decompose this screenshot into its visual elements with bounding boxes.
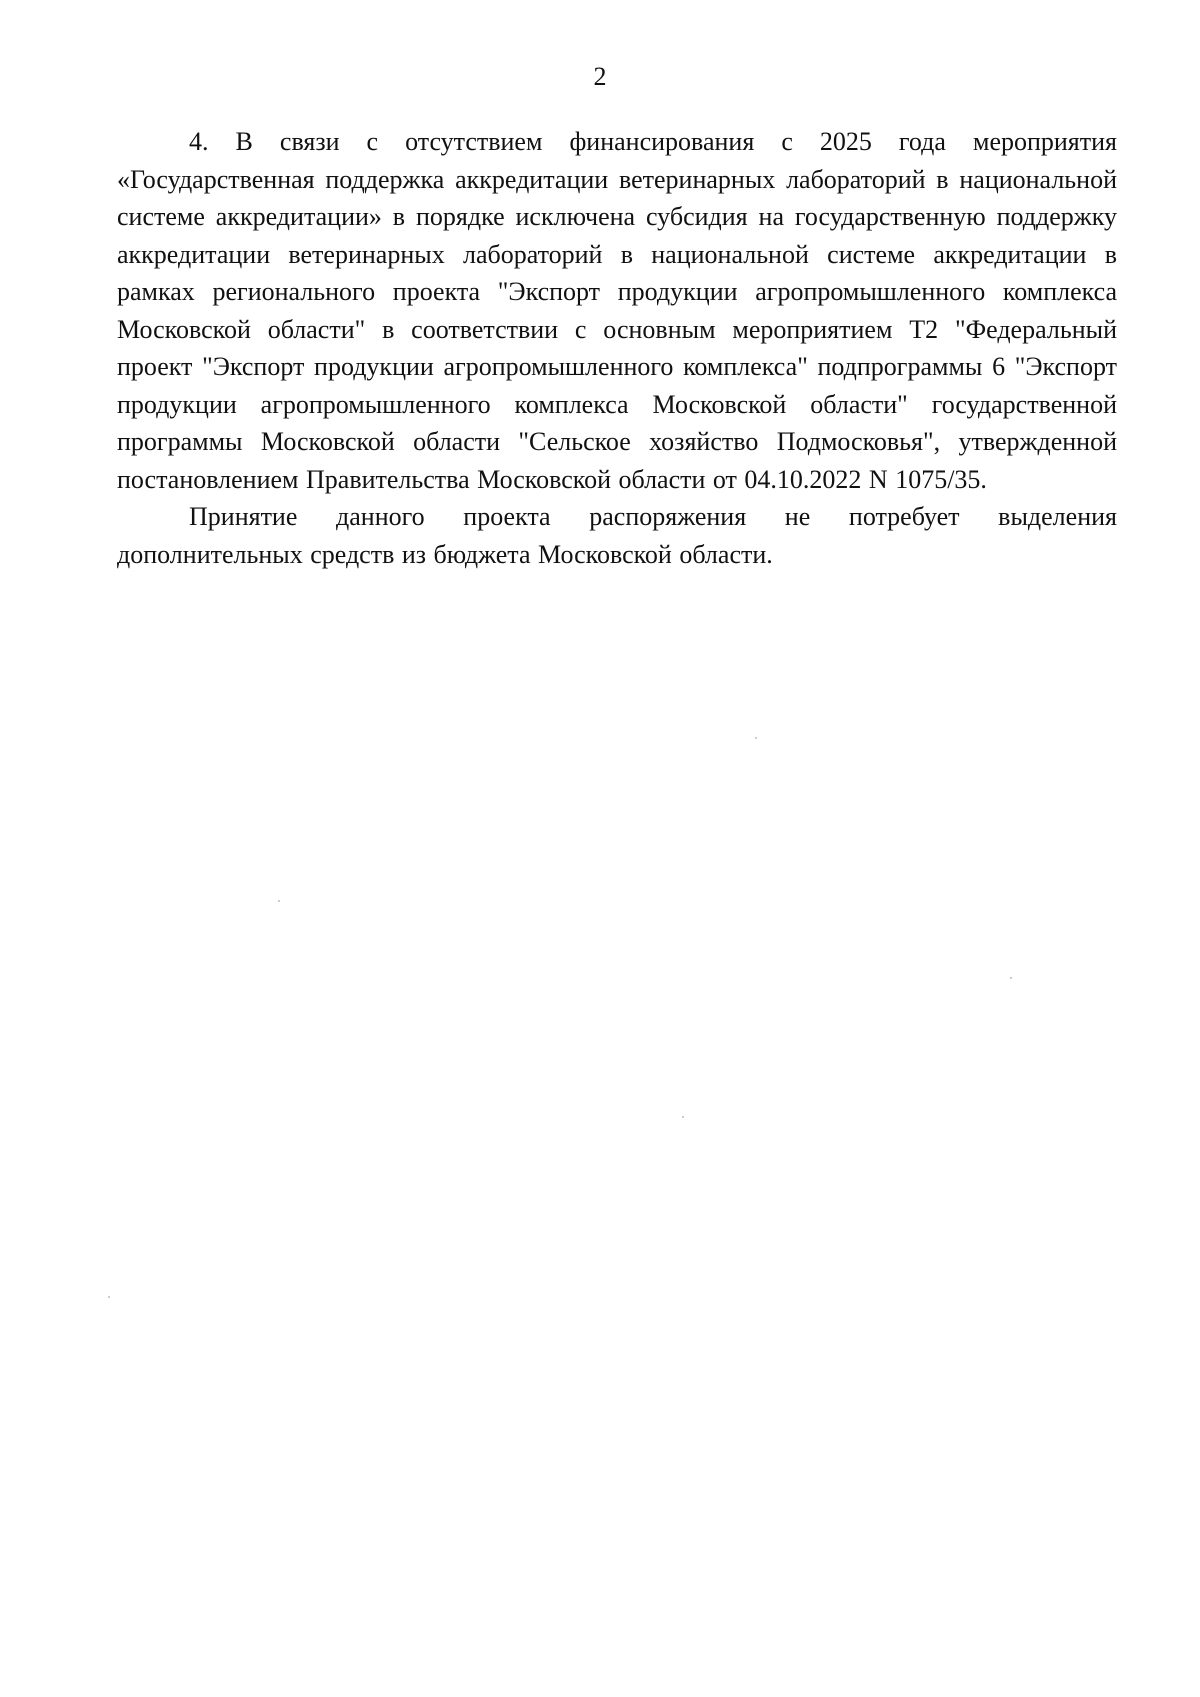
page-number: 2 <box>593 62 607 91</box>
paragraph-item-4: 4. В связи с отсутствием финансирования с 2025 года мероприятия «Государственная поддержка аккредитации ветеринарных лабораторий в национальной системе аккредитации» в порядке исключена субсидия на государственную поддержку аккредитации ветеринарных лабораторий в национальной системе аккредитации в рамках регионального проекта "Экспорт продукции агропромышленного комплекса Московской области" в соответствии с основным мероприятием Т2 "Федеральный проект "Экспорт продукции агропромышленного комплекса" подпрограммы 6 "Экспорт продукции агропромышленного комплекса Московской области" государственной программы Московской области "Сельское хозяйство Подмосковья", утвержденной постановлением Правительства Московской области от 04.10.2022 N 1075/35. <box>117 127 1117 494</box>
paragraph-budget-note: Принятие данного проекта распоряжения не потребует выделения дополнительных средств из бюджета Московской области. <box>117 502 1117 569</box>
scan-speck <box>1010 977 1012 979</box>
scan-speck <box>278 900 280 902</box>
scan-speck <box>755 737 757 739</box>
document-body <box>117 123 1117 573</box>
scan-speck <box>108 1296 110 1298</box>
scan-speck <box>682 1116 684 1118</box>
